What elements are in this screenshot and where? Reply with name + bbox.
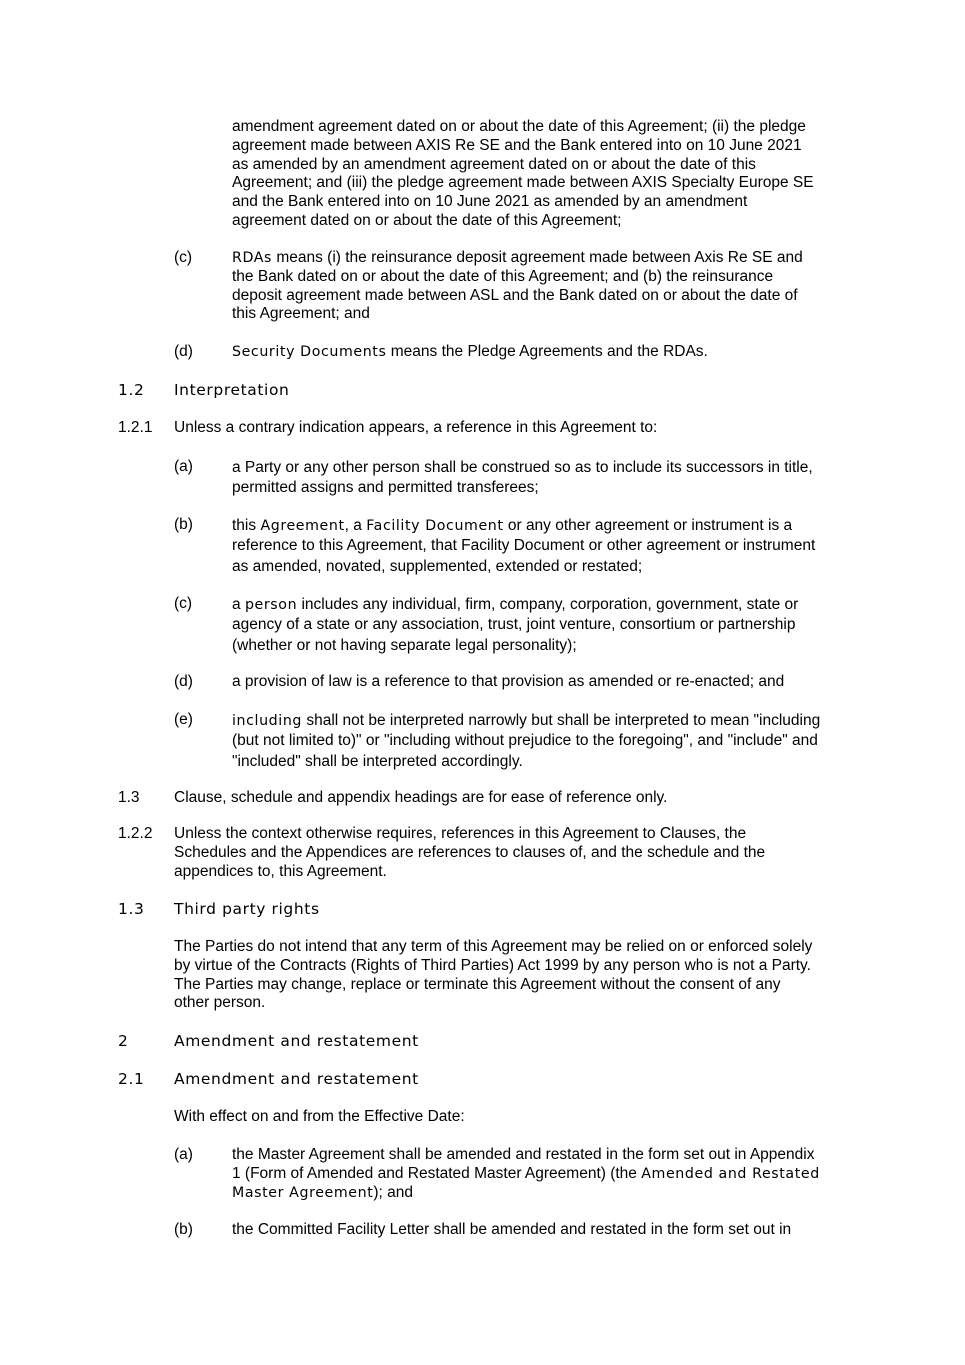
- text-line: (but not limited to)" or "including without prejudice to the foregoing", and "include" and: [232, 732, 818, 750]
- item-number: (c): [174, 249, 193, 266]
- list-item: this Agreement, a Facility Document or any other agreement or instrument is a reference to this Agreement, that Facility Document or other agreement or instrument as amended, novated, supplemented, extended or restated;: [232, 516, 815, 577]
- list-item: the Master Agreement shall be amended and restated in the form set out in Appendix 1 (Form of Amended and Restated Master Agreement) (the Amended and Restated Master Agreement); and: [232, 1146, 820, 1201]
- text-line: other person.: [174, 994, 266, 1012]
- item-number: (d): [174, 343, 193, 360]
- list-item: a person includes any individual, firm, company, corporation, government, state or agency of a state or any association, trust, joint venture, consortium or partnership (whether or not having separate legal personality);: [232, 595, 798, 656]
- text-line: amendment agreement dated on or about the date of this Agreement; (ii) the pledge: [232, 118, 806, 135]
- text-line: The Parties do not intend that any term of this Agreement may be relied on or enforced solely: [174, 938, 813, 955]
- defined-term: Security Documents: [232, 344, 387, 360]
- item-number: (c): [174, 595, 193, 612]
- text-line: Unless the context otherwise requires, references in this Agreement to Clauses, the: [174, 825, 747, 842]
- clause-text: [174, 825, 765, 881]
- text-line: as amended, novated, supplemented, extended or restated;: [232, 557, 643, 575]
- item-number: (a): [174, 458, 193, 475]
- text-line: agreement dated on or about the date of this Agreement;: [232, 211, 622, 229]
- section-heading: Amendment and restatement: [174, 1070, 419, 1088]
- clause-number: 1.2.2: [118, 825, 153, 842]
- clause-number: 1.3: [118, 789, 140, 806]
- item-number: (a): [174, 1146, 193, 1163]
- section-number: 1.2: [118, 381, 145, 399]
- text-line: and the Bank entered into on 10 June 2021 as amended by an amendment: [232, 193, 748, 211]
- third-party-rights-paragraph: [174, 938, 812, 1013]
- defined-term: Master Agreement: [232, 1184, 374, 1201]
- clause-number: 1.2.1: [118, 419, 153, 436]
- pledge-agreements-definition-tail: [232, 118, 814, 231]
- defined-term: including: [232, 713, 303, 729]
- text-line: this Agreement; and: [232, 305, 370, 323]
- text-line: appendices to, this Agreement.: [174, 862, 387, 880]
- text-line: the Bank dated on or about the date of this Agreement; and (b) the reinsurance: [232, 267, 774, 285]
- item-number: (d): [174, 673, 193, 690]
- section-heading: Third party rights: [174, 900, 320, 918]
- clause-text: With effect on and from the Effective Date:: [174, 1108, 465, 1125]
- section-heading: Amendment and restatement: [174, 1032, 419, 1050]
- text-line: Schedules and the Appendices are references to clauses of, and the schedule and the: [174, 843, 766, 861]
- text-line: the Master Agreement shall be amended and restated in the form set out in Appendix: [232, 1146, 815, 1163]
- text-line: by virtue of the Contracts (Rights of Third Parties) Act 1999 by any person who is not a Party.: [174, 956, 811, 974]
- text-line: "included" shall be interpreted accordingly.: [232, 752, 523, 770]
- defined-term: RDAs: [232, 250, 273, 266]
- clause-text: Unless a contrary indication appears, a reference in this Agreement to:: [174, 419, 658, 436]
- defined-term: Agreement: [260, 518, 345, 534]
- text-line: deposit agreement made between ASL and the Bank dated on or about the date of: [232, 286, 798, 304]
- security-documents-definition: Security Documents means the Pledge Agreements and the RDAs.: [232, 343, 708, 360]
- text-line: a Party or any other person shall be construed so as to include its successors in title,: [232, 459, 813, 476]
- item-number: (e): [174, 711, 193, 728]
- text-line: (whether or not having separate legal personality);: [232, 636, 577, 654]
- defined-term: person: [244, 597, 298, 613]
- text-line: The Parties may change, replace or terminate this Agreement without the consent of any: [174, 975, 781, 993]
- text-line: permitted assigns and permitted transferees;: [232, 479, 539, 497]
- text-line: reference to this Agreement, that Facility Document or other agreement or instrument: [232, 537, 816, 555]
- list-item: a provision of law is a reference to that provision as amended or re-enacted; and: [232, 673, 785, 690]
- clause-text: Clause, schedule and appendix headings are for ease of reference only.: [174, 789, 668, 806]
- rdas-definition: RDAs means (i) the reinsurance deposit agreement made between Axis Re SE and the Bank dated on or about the date of this Agreement; and (b) the reinsurance deposit agreement made between ASL and the Bank dated on or about the date of this Agreement; and: [232, 249, 803, 323]
- text-line: agreement made between AXIS Re SE and the Bank entered into on 10 June 2021: [232, 136, 802, 154]
- item-number: (b): [174, 1221, 193, 1238]
- list-item: [232, 458, 813, 499]
- defined-term: Facility Document: [366, 518, 504, 534]
- item-number: (b): [174, 516, 193, 533]
- list-item: including shall not be interpreted narrowly but shall be interpreted to mean "including (but not limited to)" or "including without prejudice to the foregoing", and "include" and "included" shall be interpreted accordingly.: [232, 711, 820, 772]
- section-number: 1.3: [118, 900, 145, 918]
- text-line: Agreement; and (iii) the pledge agreement made between AXIS Specialty Europe SE: [232, 174, 814, 192]
- section-heading: Interpretation: [174, 381, 290, 399]
- defined-term: Amended and Restated: [641, 1165, 820, 1182]
- section-number: 2.1: [118, 1070, 145, 1088]
- text-line: agency of a state or any association, trust, joint venture, consortium or partnership: [232, 616, 796, 634]
- text-line: as amended by an amendment agreement dated on or about the date of this: [232, 155, 756, 173]
- list-item: the Committed Facility Letter shall be amended and restated in the form set out in: [232, 1221, 792, 1238]
- section-number: 2: [118, 1032, 129, 1050]
